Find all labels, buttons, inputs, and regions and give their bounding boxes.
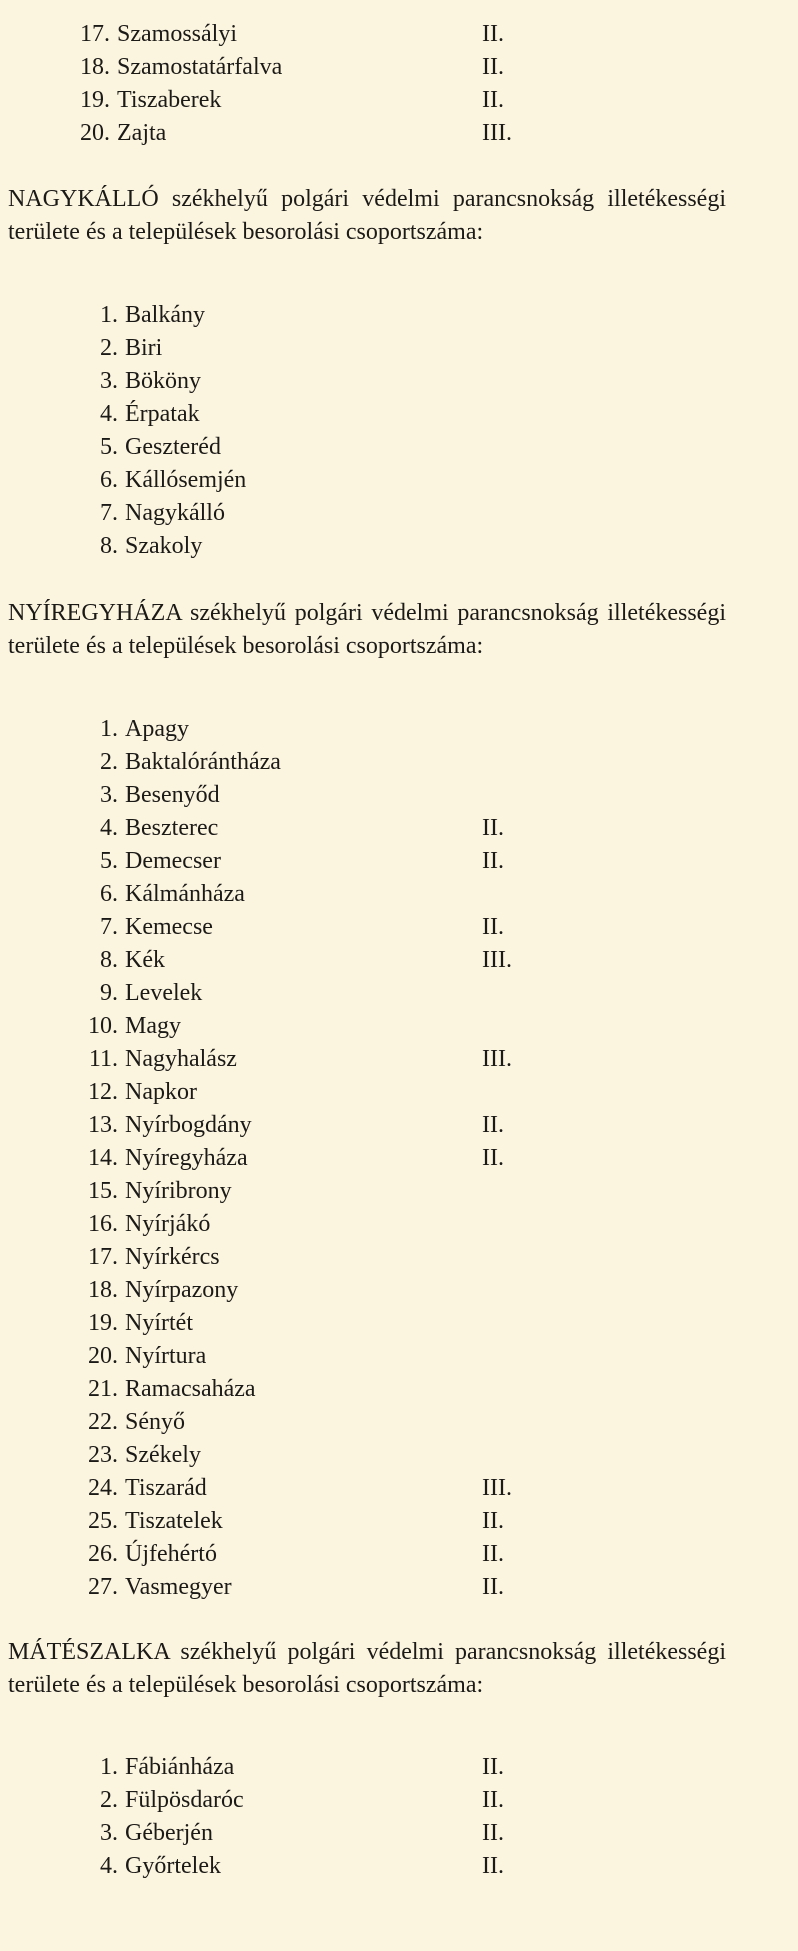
settlement-number: 3. xyxy=(100,782,118,808)
settlement-row xyxy=(0,977,798,1010)
settlement-group: II. xyxy=(482,914,504,940)
settlement-number: 7. xyxy=(100,914,118,940)
settlement-name: Szakoly xyxy=(125,533,203,559)
settlement-name: Sényő xyxy=(125,1409,185,1435)
settlement-row xyxy=(0,299,798,332)
settlement-number: 23. xyxy=(88,1442,118,1468)
settlement-row xyxy=(0,365,798,398)
settlement-row xyxy=(0,1571,798,1604)
settlement-group: II. xyxy=(482,87,504,113)
settlement-name: Baktalórántháza xyxy=(125,749,281,775)
settlement-number: 15. xyxy=(88,1178,118,1204)
settlement-group: III. xyxy=(482,120,512,146)
settlement-group: III. xyxy=(482,947,512,973)
settlement-row xyxy=(0,1043,798,1076)
settlement-number: 24. xyxy=(88,1475,118,1501)
settlement-group: II. xyxy=(482,1754,504,1780)
settlement-row xyxy=(0,878,798,911)
settlement-row xyxy=(0,713,798,746)
settlement-number: 17. xyxy=(80,21,110,47)
settlement-name: Kálmánháza xyxy=(125,881,245,907)
mateszalka-section-heading xyxy=(8,1636,726,1702)
settlement-name: Érpatak xyxy=(125,401,200,427)
settlement-row xyxy=(0,1505,798,1538)
mateszalka-heading-text: MÁTÉSZALKA székhelyű polgári védelmi parancsnokság illetékességi területe és a települések besorolási csoportszáma: xyxy=(8,1639,726,1698)
nagykallo-settlement-list xyxy=(0,299,798,563)
settlement-group: II. xyxy=(482,1853,504,1879)
settlement-row xyxy=(0,911,798,944)
settlement-name: Kék xyxy=(125,947,165,973)
nyiregyhaza-section-heading xyxy=(8,597,726,663)
settlement-number: 19. xyxy=(88,1310,118,1336)
settlement-number: 1. xyxy=(100,1754,118,1780)
settlement-row xyxy=(0,746,798,779)
settlement-group: II. xyxy=(482,848,504,874)
settlement-row xyxy=(0,1274,798,1307)
nyiregyhaza-heading-text: NYÍREGYHÁZA székhelyű polgári védelmi parancsnokság illetékességi területe és a települések besorolási csoportszáma: xyxy=(8,600,726,659)
settlement-name: Magy xyxy=(125,1013,181,1039)
settlement-name: Geszteréd xyxy=(125,434,221,460)
settlement-name: Ramacsaháza xyxy=(125,1376,256,1402)
settlement-number: 7. xyxy=(100,500,118,526)
settlement-number: 17. xyxy=(88,1244,118,1270)
settlement-number: 4. xyxy=(100,1853,118,1879)
settlement-name: Kállósemjén xyxy=(125,467,247,493)
settlement-name: Székely xyxy=(125,1442,201,1468)
settlement-name: Géberjén xyxy=(125,1820,213,1846)
settlement-group: III. xyxy=(482,1046,512,1072)
settlement-number: 6. xyxy=(100,467,118,493)
settlement-number: 4. xyxy=(100,401,118,427)
settlement-group: II. xyxy=(482,815,504,841)
settlement-number: 20. xyxy=(80,120,110,146)
settlement-group: II. xyxy=(482,1145,504,1171)
settlement-number: 1. xyxy=(100,302,118,328)
settlement-name: Biri xyxy=(125,335,163,361)
settlement-row xyxy=(0,1850,798,1883)
settlement-number: 5. xyxy=(100,848,118,874)
settlement-row xyxy=(0,1142,798,1175)
settlement-row xyxy=(0,497,798,530)
settlement-name: Fábiánháza xyxy=(125,1754,235,1780)
settlement-number: 8. xyxy=(100,947,118,973)
settlement-number: 22. xyxy=(88,1409,118,1435)
settlement-row xyxy=(0,779,798,812)
settlement-name: Napkor xyxy=(125,1079,197,1105)
settlement-number: 10. xyxy=(88,1013,118,1039)
settlement-number: 14. xyxy=(88,1145,118,1171)
settlement-number: 27. xyxy=(88,1574,118,1600)
nyiregyhaza-settlement-list xyxy=(0,713,798,1604)
settlement-name: Szamostatárfalva xyxy=(117,54,283,80)
settlement-name: Tiszarád xyxy=(125,1475,207,1501)
settlement-name: Nyírbogdány xyxy=(125,1112,252,1138)
settlement-name: Nyírjákó xyxy=(125,1211,211,1237)
settlement-row xyxy=(0,117,798,150)
settlement-row xyxy=(0,845,798,878)
settlement-name: Levelek xyxy=(125,980,203,1006)
settlement-name: Tiszaberek xyxy=(117,87,222,113)
nagykallo-section-heading xyxy=(8,183,726,249)
settlement-row xyxy=(0,18,798,51)
settlement-number: 25. xyxy=(88,1508,118,1534)
settlement-number: 18. xyxy=(88,1277,118,1303)
settlement-name: Beszterec xyxy=(125,815,219,841)
settlement-group: II. xyxy=(482,1112,504,1138)
settlement-row xyxy=(0,1109,798,1142)
settlement-row xyxy=(0,1751,798,1784)
settlement-number: 13. xyxy=(88,1112,118,1138)
settlement-row xyxy=(0,1208,798,1241)
settlement-number: 18. xyxy=(80,54,110,80)
settlement-row xyxy=(0,51,798,84)
settlement-name: Vasmegyer xyxy=(125,1574,232,1600)
settlement-row xyxy=(0,1406,798,1439)
settlement-group: II. xyxy=(482,1787,504,1813)
settlement-number: 5. xyxy=(100,434,118,460)
settlement-name: Nyíregyháza xyxy=(125,1145,248,1171)
settlement-row xyxy=(0,84,798,117)
settlement-row xyxy=(0,1175,798,1208)
mateszalka-settlement-list xyxy=(0,1751,798,1883)
settlement-row xyxy=(0,1439,798,1472)
settlement-name: Nagykálló xyxy=(125,500,225,526)
settlement-group: II. xyxy=(482,1508,504,1534)
settlement-number: 2. xyxy=(100,1787,118,1813)
settlement-row xyxy=(0,1076,798,1109)
settlement-group: II. xyxy=(482,1820,504,1846)
settlement-row xyxy=(0,1817,798,1850)
settlement-name: Nyírtét xyxy=(125,1310,193,1336)
settlement-group: II. xyxy=(482,1574,504,1600)
settlement-number: 21. xyxy=(88,1376,118,1402)
settlement-name: Nyíribrony xyxy=(125,1178,232,1204)
settlement-name: Újfehértó xyxy=(125,1541,217,1567)
settlement-name: Demecser xyxy=(125,848,221,874)
settlement-number: 4. xyxy=(100,815,118,841)
settlement-number: 2. xyxy=(100,335,118,361)
settlement-row xyxy=(0,431,798,464)
settlement-name: Balkány xyxy=(125,302,205,328)
settlement-number: 2. xyxy=(100,749,118,775)
settlement-row xyxy=(0,1373,798,1406)
settlement-row xyxy=(0,398,798,431)
settlement-row xyxy=(0,1010,798,1043)
settlement-number: 26. xyxy=(88,1541,118,1567)
settlement-group: II. xyxy=(482,54,504,80)
settlement-name: Kemecse xyxy=(125,914,213,940)
settlement-name: Nyírkércs xyxy=(125,1244,220,1270)
settlement-number: 8. xyxy=(100,533,118,559)
top-settlement-list xyxy=(0,18,798,150)
settlement-number: 20. xyxy=(88,1343,118,1369)
settlement-name: Szamossályi xyxy=(117,21,237,47)
settlement-number: 11. xyxy=(88,1046,118,1072)
settlement-group: II. xyxy=(482,21,504,47)
settlement-name: Nyírtura xyxy=(125,1343,207,1369)
settlement-row xyxy=(0,1340,798,1373)
settlement-number: 1. xyxy=(100,716,118,742)
settlement-row xyxy=(0,530,798,563)
settlement-row xyxy=(0,1307,798,1340)
settlement-name: Zajta xyxy=(117,120,167,146)
settlement-number: 19. xyxy=(80,87,110,113)
settlement-number: 3. xyxy=(100,1820,118,1846)
settlement-name: Tiszatelek xyxy=(125,1508,223,1534)
settlement-number: 16. xyxy=(88,1211,118,1237)
settlement-group: III. xyxy=(482,1475,512,1501)
settlement-name: Győrtelek xyxy=(125,1853,221,1879)
settlement-row xyxy=(0,1538,798,1571)
nagykallo-heading-text: NAGYKÁLLÓ székhelyű polgári védelmi parancsnokság illetékességi területe és a települések besorolási csoportszáma: xyxy=(8,186,726,245)
settlement-name: Besenyőd xyxy=(125,782,220,808)
settlement-number: 6. xyxy=(100,881,118,907)
settlement-row xyxy=(0,812,798,845)
settlement-row xyxy=(0,1241,798,1274)
settlement-name: Nagyhalász xyxy=(125,1046,237,1072)
settlement-row xyxy=(0,1472,798,1505)
settlement-row xyxy=(0,1784,798,1817)
settlement-number: 3. xyxy=(100,368,118,394)
settlement-row xyxy=(0,464,798,497)
settlement-number: 9. xyxy=(100,980,118,1006)
settlement-number: 12. xyxy=(88,1079,118,1105)
settlement-name: Nyírpazony xyxy=(125,1277,239,1303)
settlement-name: Fülpösdaróc xyxy=(125,1787,244,1813)
settlement-name: Bököny xyxy=(125,368,202,394)
settlement-group: II. xyxy=(482,1541,504,1567)
settlement-row xyxy=(0,944,798,977)
settlement-row xyxy=(0,332,798,365)
settlement-name: Apagy xyxy=(125,716,189,742)
